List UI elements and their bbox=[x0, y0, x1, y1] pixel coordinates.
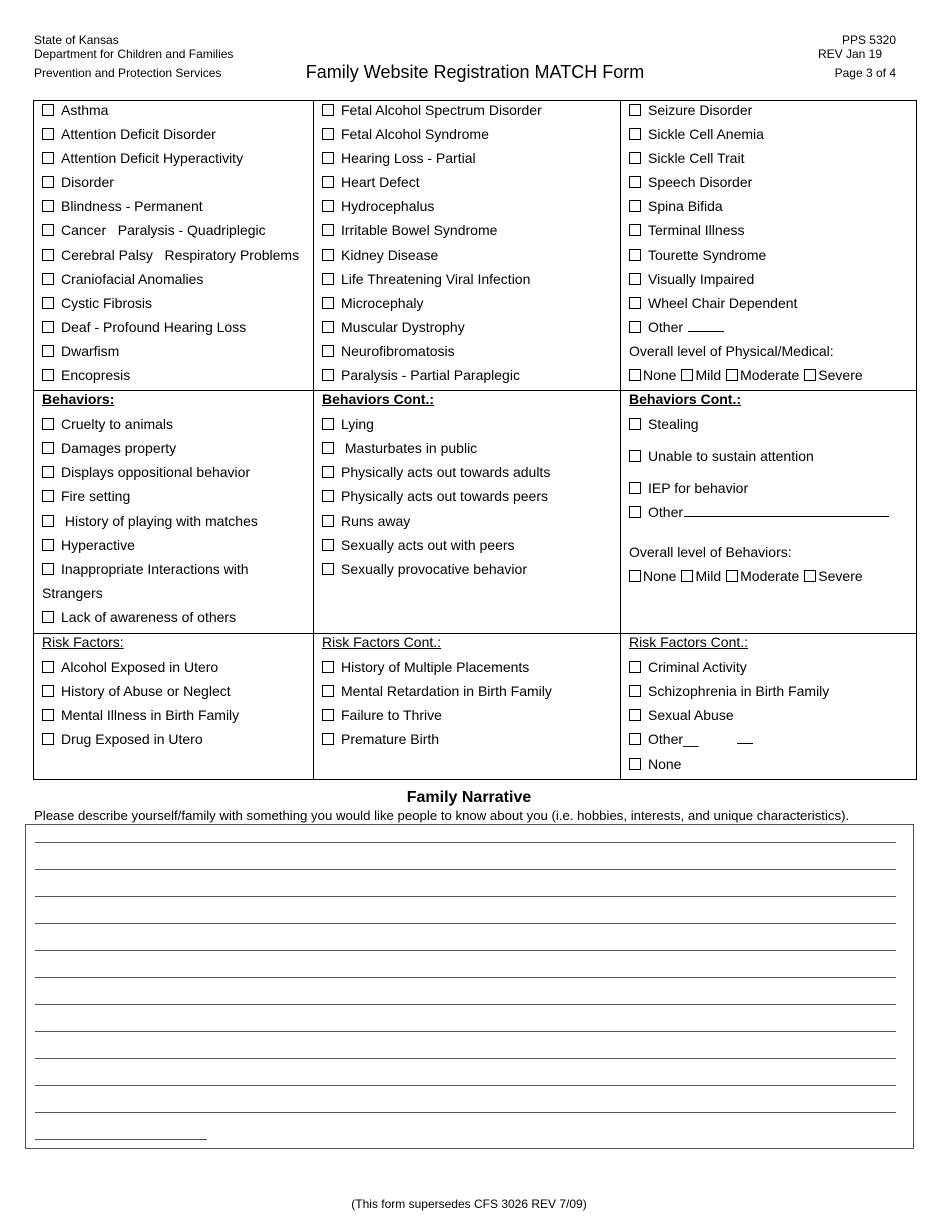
checkbox[interactable] bbox=[42, 345, 54, 357]
behaviors-col-1 bbox=[34, 391, 314, 634]
item-label: Microcephaly bbox=[341, 294, 424, 311]
checkbox[interactable] bbox=[629, 758, 641, 770]
medical-levels bbox=[629, 366, 916, 385]
item-label: IEP for behavior bbox=[648, 480, 749, 497]
checkbox[interactable] bbox=[629, 152, 641, 164]
checkbox[interactable] bbox=[629, 273, 641, 285]
checklist-item bbox=[42, 342, 313, 366]
checklist-item bbox=[629, 706, 916, 730]
behaviors-overall-label: Overall level of Behaviors: bbox=[629, 544, 792, 561]
checklist-item bbox=[322, 463, 620, 487]
narrative-prompt: Please describe yourself/family with something you would like people to know about you (i.e. hobbies, interests, and unique characteristics). bbox=[34, 808, 850, 823]
risk-other-item bbox=[629, 730, 916, 754]
item-label: Runs away bbox=[341, 512, 411, 529]
level-checkbox[interactable] bbox=[629, 570, 641, 582]
checkbox[interactable] bbox=[322, 297, 334, 309]
item-label: Cancer Paralysis - Quadriplegic bbox=[61, 222, 266, 239]
level-checkbox[interactable] bbox=[804, 570, 816, 582]
checklist-item bbox=[42, 125, 313, 149]
medical-overall-label: Overall level of Physical/Medical: bbox=[629, 342, 834, 359]
level-label: Moderate bbox=[740, 568, 800, 585]
level-label: Severe bbox=[818, 568, 863, 585]
risk-col-3 bbox=[621, 634, 917, 779]
checkbox[interactable] bbox=[629, 249, 641, 261]
checkbox[interactable] bbox=[322, 466, 334, 478]
characteristics-table bbox=[33, 100, 917, 780]
item-label: Criminal Activity bbox=[648, 659, 747, 676]
level-label: None bbox=[643, 367, 677, 384]
checklist-item bbox=[42, 487, 313, 511]
medical-col1-list bbox=[42, 101, 313, 390]
item-label: Failure to Thrive bbox=[341, 707, 442, 724]
behaviors-row bbox=[34, 391, 917, 634]
checkbox[interactable] bbox=[322, 200, 334, 212]
checklist-item bbox=[629, 415, 916, 447]
checklist-item bbox=[629, 125, 916, 149]
checkbox[interactable] bbox=[322, 273, 334, 285]
supersedes-note: (This form supersedes CFS 3026 REV 7/09) bbox=[351, 1197, 587, 1211]
checklist-item bbox=[322, 658, 620, 682]
checkbox[interactable] bbox=[629, 709, 641, 721]
checkbox[interactable] bbox=[42, 128, 54, 140]
checklist-item bbox=[322, 221, 620, 245]
risk-row bbox=[34, 634, 917, 779]
checkbox[interactable] bbox=[322, 128, 334, 140]
narrative-line bbox=[35, 1031, 896, 1032]
checklist-item bbox=[42, 536, 313, 560]
item-label: Kidney Disease bbox=[341, 246, 439, 263]
item-label: Disorder bbox=[61, 174, 114, 191]
checklist-item bbox=[42, 658, 313, 682]
state-name: State of Kansas bbox=[34, 33, 119, 47]
level-label: Mild bbox=[695, 367, 722, 384]
item-label: Sickle Cell Anemia bbox=[648, 126, 764, 143]
checklist-item bbox=[322, 294, 620, 318]
checklist-item bbox=[42, 512, 313, 536]
checklist-item bbox=[322, 706, 620, 730]
behaviors-other-field[interactable] bbox=[684, 503, 889, 517]
checklist-item bbox=[42, 366, 313, 390]
checkbox[interactable] bbox=[42, 539, 54, 551]
risk-col-2 bbox=[314, 634, 621, 779]
medical-col-2 bbox=[314, 101, 621, 391]
behaviors-cont-heading: Behaviors Cont.: bbox=[322, 391, 435, 408]
item-label: Paralysis - Partial Paraplegic bbox=[341, 367, 520, 384]
item-label: Fetal Alcohol Spectrum Disorder bbox=[341, 102, 542, 118]
narrative-title: Family Narrative bbox=[406, 789, 532, 806]
item-label: Sexually acts out with peers bbox=[341, 536, 515, 553]
item-label: Encopresis bbox=[61, 367, 131, 384]
checklist-item bbox=[629, 270, 916, 294]
checklist-item bbox=[322, 318, 620, 342]
checkbox[interactable] bbox=[42, 490, 54, 502]
level-label: Severe bbox=[818, 367, 863, 384]
item-label: Mental Retardation in Birth Family bbox=[341, 683, 552, 700]
narrative-line bbox=[35, 1085, 896, 1086]
narrative-line bbox=[35, 869, 896, 870]
item-label: Physically acts out towards peers bbox=[341, 488, 548, 505]
checklist-item bbox=[629, 221, 916, 245]
item-label: Wheel Chair Dependent bbox=[648, 294, 798, 311]
item-label: Muscular Dystrophy bbox=[341, 318, 465, 335]
risk-col1-list bbox=[42, 658, 313, 754]
item-label: History of playing with matches bbox=[61, 512, 258, 529]
medical-col-1 bbox=[34, 101, 314, 391]
item-label: Schizophrenia in Birth Family bbox=[648, 683, 830, 700]
level-checkbox[interactable] bbox=[629, 369, 641, 381]
checklist-item bbox=[322, 173, 620, 197]
checklist-item bbox=[42, 706, 313, 730]
risk-cont-heading: Risk Factors Cont.: bbox=[322, 634, 442, 651]
behaviors-col-2 bbox=[314, 391, 621, 634]
checklist-item bbox=[629, 447, 916, 479]
checkbox[interactable] bbox=[322, 661, 334, 673]
checkbox[interactable] bbox=[629, 321, 641, 333]
item-label: Neurofibromatosis bbox=[341, 342, 455, 359]
medical-other-item bbox=[629, 318, 916, 342]
checkbox[interactable] bbox=[322, 442, 334, 454]
behaviors-other-label: Other bbox=[648, 504, 684, 521]
checkbox[interactable] bbox=[322, 515, 334, 527]
checklist-item bbox=[42, 730, 313, 754]
narrative-line bbox=[35, 923, 896, 924]
checkbox[interactable] bbox=[629, 128, 641, 140]
behaviors-other-item bbox=[629, 503, 916, 543]
form-number: PPS 5320 bbox=[841, 33, 896, 47]
medical-col2-list bbox=[322, 101, 620, 390]
checklist-item bbox=[629, 246, 916, 270]
item-label: Physically acts out towards adults bbox=[341, 464, 551, 481]
checklist-item bbox=[629, 173, 916, 197]
risk-heading: Risk Factors: bbox=[42, 634, 124, 651]
checkbox[interactable] bbox=[42, 273, 54, 285]
item-label: Lying bbox=[341, 416, 374, 433]
item-label: Blindness - Permanent bbox=[61, 198, 203, 215]
checkbox[interactable] bbox=[629, 733, 641, 745]
item-label: Dwarfism bbox=[61, 342, 120, 359]
item-label: Sexually provocative behavior bbox=[341, 560, 527, 577]
item-label: Visually Impaired bbox=[648, 270, 755, 287]
checkbox[interactable] bbox=[42, 321, 54, 333]
checklist-item bbox=[322, 366, 620, 390]
level-label: Mild bbox=[695, 568, 722, 585]
item-label: Life Threatening Viral Infection bbox=[341, 270, 531, 287]
checklist-item bbox=[42, 246, 313, 270]
checklist-item bbox=[322, 197, 620, 221]
item-label: Lack of awareness of others bbox=[61, 608, 237, 625]
item-label: Craniofacial Anomalies bbox=[61, 270, 204, 287]
item-label: Damages property bbox=[61, 440, 177, 457]
checkbox[interactable] bbox=[322, 563, 334, 575]
item-label: Seizure Disorder bbox=[648, 102, 753, 118]
checkbox[interactable] bbox=[322, 104, 334, 116]
level-checkbox[interactable] bbox=[726, 570, 738, 582]
checkbox[interactable] bbox=[629, 685, 641, 697]
checkbox[interactable] bbox=[42, 515, 54, 527]
item-label: Cerebral Palsy Respiratory Problems bbox=[61, 246, 300, 263]
checkbox[interactable] bbox=[42, 176, 54, 188]
item-label: Premature Birth bbox=[341, 731, 440, 748]
behaviors-col-3 bbox=[621, 391, 917, 634]
item-label: History of Abuse or Neglect bbox=[61, 683, 231, 700]
checklist-item bbox=[629, 197, 916, 221]
behaviors-heading: Behaviors: bbox=[42, 391, 115, 408]
narrative-line bbox=[35, 842, 896, 843]
item-label: Irritable Bowel Syndrome bbox=[341, 222, 498, 239]
checkbox[interactable] bbox=[629, 482, 641, 494]
checkbox[interactable] bbox=[322, 369, 334, 381]
item-label: Stealing bbox=[648, 416, 699, 433]
checkbox[interactable] bbox=[42, 563, 54, 575]
item-label: Alcohol Exposed in Utero bbox=[61, 659, 219, 676]
checklist-item bbox=[322, 246, 620, 270]
checkbox[interactable] bbox=[42, 611, 54, 623]
checkbox[interactable] bbox=[42, 418, 54, 430]
checkbox[interactable] bbox=[42, 200, 54, 212]
checkbox[interactable] bbox=[322, 539, 334, 551]
checklist-item bbox=[322, 101, 620, 125]
item-label: Asthma bbox=[61, 102, 109, 118]
checklist-item bbox=[629, 294, 916, 318]
item-label: Masturbates in public bbox=[341, 440, 478, 457]
checklist-item bbox=[322, 730, 620, 754]
checklist-item bbox=[629, 101, 916, 125]
item-label: Sexual Abuse bbox=[648, 707, 734, 724]
checkbox[interactable] bbox=[42, 224, 54, 236]
level-checkbox[interactable] bbox=[681, 570, 693, 582]
item-label: Fetal Alcohol Syndrome bbox=[341, 126, 489, 143]
checklist-item bbox=[322, 125, 620, 149]
form-revision: REV Jan 19 bbox=[817, 47, 882, 61]
checklist-item bbox=[42, 318, 313, 342]
item-label: Sickle Cell Trait bbox=[648, 150, 745, 167]
risk-other-field[interactable] bbox=[737, 730, 753, 744]
checklist-item bbox=[42, 197, 313, 221]
checkbox[interactable] bbox=[322, 224, 334, 236]
level-label: None bbox=[643, 568, 677, 585]
medical-col3-list bbox=[629, 101, 916, 318]
checkbox[interactable] bbox=[629, 418, 641, 430]
level-checkbox[interactable] bbox=[726, 369, 738, 381]
risk-none-label: None bbox=[648, 755, 682, 772]
checkbox[interactable] bbox=[42, 249, 54, 261]
checklist-item bbox=[42, 173, 313, 197]
checkbox[interactable] bbox=[322, 345, 334, 357]
checkbox[interactable] bbox=[629, 104, 641, 116]
checklist-item bbox=[42, 149, 313, 173]
level-checkbox[interactable] bbox=[804, 369, 816, 381]
checklist-item bbox=[42, 560, 313, 584]
risk-cont-heading-2: Risk Factors Cont.: bbox=[629, 634, 749, 651]
checklist-item bbox=[322, 487, 620, 511]
checklist-item bbox=[322, 149, 620, 173]
division-name: Prevention and Protection Services bbox=[34, 66, 222, 80]
item-label: Drug Exposed in Utero bbox=[61, 731, 203, 748]
checkbox[interactable] bbox=[322, 176, 334, 188]
behaviors-col1-list bbox=[42, 415, 313, 584]
level-label: Moderate bbox=[740, 367, 800, 384]
checklist-item bbox=[42, 101, 313, 125]
checkbox[interactable] bbox=[629, 176, 641, 188]
checkbox[interactable] bbox=[629, 450, 641, 462]
medical-row bbox=[34, 101, 917, 391]
checkbox[interactable] bbox=[322, 685, 334, 697]
item-label: Speech Disorder bbox=[648, 174, 753, 191]
checklist-item bbox=[629, 682, 916, 706]
checkbox[interactable] bbox=[42, 709, 54, 721]
checklist-item bbox=[42, 608, 313, 632]
risk-other-label: Other__ bbox=[648, 731, 699, 748]
form-title: Family Website Registration MATCH Form bbox=[305, 62, 645, 82]
checkbox[interactable] bbox=[322, 249, 334, 261]
narrative-line bbox=[35, 977, 896, 978]
item-label: Hearing Loss - Partial bbox=[341, 150, 476, 167]
department-name: Department for Children and Families bbox=[34, 47, 234, 61]
behaviors-col1-list-tail bbox=[42, 608, 313, 632]
narrative-line bbox=[35, 1004, 896, 1005]
item-label: Hydrocephalus bbox=[341, 198, 435, 215]
checklist-item bbox=[629, 479, 916, 503]
checklist-item bbox=[42, 682, 313, 706]
narrative-line bbox=[35, 1139, 207, 1140]
checkbox[interactable] bbox=[42, 442, 54, 454]
medical-other-field[interactable] bbox=[688, 318, 724, 332]
risk-col-1 bbox=[34, 634, 314, 779]
checkbox[interactable] bbox=[42, 369, 54, 381]
checklist-item bbox=[322, 439, 620, 463]
checklist-item bbox=[42, 415, 313, 439]
narrative-line bbox=[35, 1112, 896, 1113]
page-number: Page 3 of 4 bbox=[834, 66, 896, 80]
checkbox[interactable] bbox=[322, 709, 334, 721]
item-label: Unable to sustain attention bbox=[648, 448, 814, 465]
behaviors-cont-heading-2: Behaviors Cont.: bbox=[629, 391, 742, 408]
item-label: History of Multiple Placements bbox=[341, 659, 530, 676]
item-label: Attention Deficit Disorder bbox=[61, 126, 216, 143]
item-label: Terminal Illness bbox=[648, 222, 745, 239]
checklist-item bbox=[322, 682, 620, 706]
behaviors-wrap-text: Strangers bbox=[42, 584, 103, 601]
item-label: Cystic Fibrosis bbox=[61, 294, 153, 311]
checkbox[interactable] bbox=[629, 506, 641, 518]
checkbox[interactable] bbox=[42, 661, 54, 673]
checkbox[interactable] bbox=[322, 321, 334, 333]
checkbox[interactable] bbox=[42, 152, 54, 164]
checkbox[interactable] bbox=[629, 297, 641, 309]
checklist-item bbox=[322, 415, 620, 439]
item-label: Cruelty to animals bbox=[61, 416, 174, 433]
checklist-item bbox=[42, 221, 313, 245]
item-label: Deaf - Profound Hearing Loss bbox=[61, 318, 247, 335]
risk-col2-list bbox=[322, 658, 620, 754]
checklist-item bbox=[322, 270, 620, 294]
checklist-item bbox=[42, 439, 313, 463]
checklist-item bbox=[629, 658, 916, 682]
checkbox[interactable] bbox=[42, 297, 54, 309]
checklist-item bbox=[322, 342, 620, 366]
item-label: Attention Deficit Hyperactivity bbox=[61, 150, 244, 167]
checkbox[interactable] bbox=[322, 490, 334, 502]
checklist-item bbox=[629, 149, 916, 173]
narrative-line bbox=[35, 896, 896, 897]
item-label: Heart Defect bbox=[341, 174, 420, 191]
checkbox[interactable] bbox=[42, 733, 54, 745]
checkbox[interactable] bbox=[322, 152, 334, 164]
item-label: Hyperactive bbox=[61, 536, 135, 553]
item-label: Spina Bifida bbox=[648, 198, 723, 215]
medical-other-label: Other bbox=[648, 318, 684, 335]
medical-col-3 bbox=[621, 101, 917, 391]
narrative-line bbox=[35, 1058, 896, 1059]
checkbox[interactable] bbox=[322, 418, 334, 430]
checklist-item bbox=[322, 512, 620, 536]
checklist-item bbox=[42, 270, 313, 294]
form-meta bbox=[818, 33, 896, 80]
checkbox[interactable] bbox=[322, 733, 334, 745]
checkbox[interactable] bbox=[42, 685, 54, 697]
risk-none-item bbox=[629, 755, 916, 779]
checklist-item bbox=[322, 560, 620, 584]
checkbox[interactable] bbox=[42, 104, 54, 116]
narrative-line bbox=[35, 950, 896, 951]
checklist-item bbox=[322, 536, 620, 560]
checklist-item bbox=[42, 463, 313, 487]
checkbox[interactable] bbox=[629, 224, 641, 236]
checkbox[interactable] bbox=[629, 200, 641, 212]
behaviors-levels bbox=[629, 567, 916, 586]
checkbox[interactable] bbox=[42, 466, 54, 478]
item-label: Inappropriate Interactions with bbox=[61, 560, 249, 577]
item-label: Mental Illness in Birth Family bbox=[61, 707, 240, 724]
risk-col3-list bbox=[629, 658, 916, 730]
level-checkbox[interactable] bbox=[681, 369, 693, 381]
narrative-text-area[interactable] bbox=[25, 824, 914, 1149]
checklist-item bbox=[42, 294, 313, 318]
item-label: Fire setting bbox=[61, 488, 131, 505]
item-label: Displays oppositional behavior bbox=[61, 464, 251, 481]
item-label: Tourette Syndrome bbox=[648, 246, 767, 263]
behaviors-col2-list bbox=[322, 415, 620, 584]
checkbox[interactable] bbox=[629, 661, 641, 673]
